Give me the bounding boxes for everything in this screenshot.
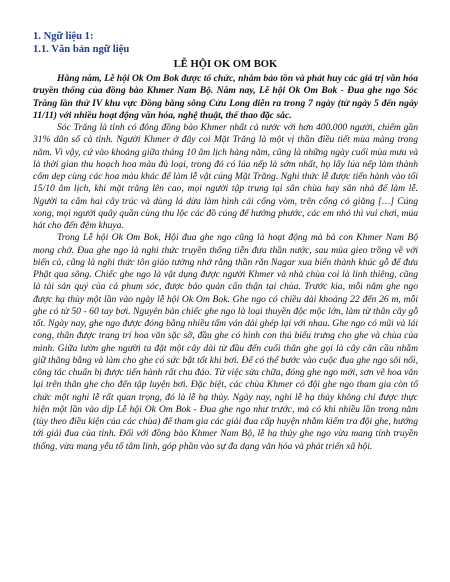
section-heading: 1. Ngữ liệu 1: [33, 31, 94, 42]
subsection-heading: 1.1. Văn bản ngữ liệu [33, 44, 130, 55]
body-paragraph-1: Sóc Trăng là tỉnh có đông đồng bào Khmer nhất cả nước với hơn 400.000 người, chiếm gần 31% dân số cả tỉnh. Người Khmer ở đây coi Mặt Trăng là một vị thần điều tiết mùa màng trong năm. Vì vậy, cứ vào khoảng giữa tháng 10 âm lịch hàng năm, cũng là những ngày cuối mùa mưa và là thời gian thu hoạch hoa màu đủ loại, trong đó có lúa nếp là sớm nhất, họ lấy lúa nếp làm thành cốm dẹp cùng các hoa màu khác để làm lễ vật cúng Mặt Trăng. Nghi thức lễ được tiến hành vào tối 15/10 âm lịch, khi mặt trăng lên cao, mọi người tập trung tại sân chùa hay sân nhà để làm lễ. Người ta cắm hai cây trúc và dùng lá dừa làm hình cái cổng vòm, trên cổng có giăng […] Cúng xong, mọi người quây quần cùng thu lộc các đồ cúng để hưởng phước, các em nhỏ thì vui chơi, múa hát cho đến đêm khuya. [33, 122, 418, 231]
body-paragraph-2: Trong Lễ hội Ok Om Bok, Hội đua ghe ngo cũng là hoạt động mà bà con Khmer Nam Bộ mong chờ. Đua ghe ngo là nghi thức truyền thống tiễn đưa thần nước, sau mùa gieo trồng về với biển cả, cũng là nghi thức tôn giáo tưởng nhớ rằng thần rắn Nagar xua biển thành khúc gỗ để đưa Phật qua sông. Chiếc ghe ngo là vật dụng được người Khmer và nhà chùa coi là linh thiêng, cũng là tài sản quý của cả phum sóc, được bảo quản cẩn thận tại chùa. Trước kia, mỗi năm ghe ngo được hạ thủy một lần vào ngày lễ hội Ok Om Bok. Ghe ngo có chiều dài khoảng 22 đến 26 m, mỗi ghe có từ 50 - 60 tay bơi. Nguyên bản chiếc ghe ngo là loại thuyền độc mộc lớn, làm từ thân cây gỗ tốt. Ngày nay, ghe ngo được đóng bằng nhiều tấm ván dài ghép lại với nhau. Ghe ngo có mũi và lái cong, thân được trang trí hoa văn sặc sỡ, đầu ghe có hình con thú biểu trưng cho ghe và chùa của mình. Giữa lườn ghe người ta đặt một cây dài từ đầu đến cuối thân ghe gọi là cây cân cầu nhằm giữ thăng bằng và làm cho ghe có sức bật tốt khi bơi. Để có thể bước vào cuộc đua ghe ngo sôi nổi, công tác chuẩn bị được tiến hành rất chu đáo. Từ việc sửa chữa, đóng ghe ngo mới, sơn vẽ hoa văn lại trên thân ghe cho đến tập luyện bơi. Đặc biệt, các chùa Khmer có đội ghe ngo tham gia còn tổ chức một nghi lễ rất quan trọng, đó là lễ hạ thủy. Ngày nay, nghi lễ hạ thủy không chỉ được thực hiện một lần vào dịp Lễ hội Ok Om Bok - Đua ghe ngo như trước, mà có khi nhiều lần trong năm (tùy theo điều kiện của các chùa) để tham gia các giải đua cấp huyện nhằm kiểm tra đội ghe, hướng tới giải đua của tỉnh. Đối với đồng bào Khmer Nam Bộ, lễ hạ thủy ghe ngo vừa mang tính truyền thống, vừa mang yếu tố tâm linh, góp phần vào sự đa dạng văn hóa và phát triển xã hội. [33, 232, 418, 452]
lead-paragraph: Hằng năm, Lễ hội Ok Om Bok được tổ chức, nhằm bảo tồn và phát huy các giá trị văn hóa truyền thống của đồng bào Khmer Nam Bộ. Năm nay, Lễ hội Ok Om Bok - Đua ghe ngo Sóc Trăng lần thứ IV khu vực Đồng bằng sông Cửu Long diễn ra trong 7 ngày (từ ngày 5 đến ngày 11/11) với nhiều hoạt động văn hóa, nghệ thuật, thể thao đặc sắc. [33, 73, 418, 121]
article-title: LỄ HỘI OK OM BOK [173, 59, 278, 70]
